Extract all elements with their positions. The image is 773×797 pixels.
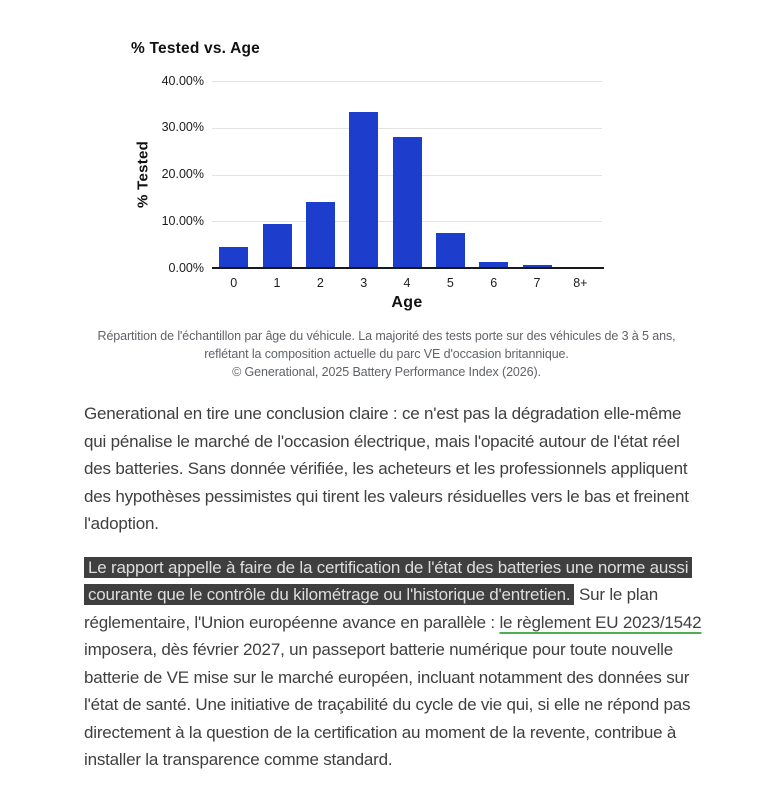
paragraph-text: Sur le plan réglementaire, l'Union européenne avance en parallèle : [84,585,659,632]
gridline [212,81,602,82]
y-tick-label: 30.00% [161,120,204,135]
bar-age-2 [306,202,335,268]
y-tick-label: 0.00% [168,260,204,275]
x-tick-label: 5 [446,276,454,290]
article-paragraph-1: Generational en tire une conclusion claire : ce n'est pas la dégradation elle-même qui pénalise le marché de l'occasion électrique, mais l'opacité autour de l'état réel des batteries. Sans donnée vérifiée, les acheteurs et les professionnels appliquent des hypothèses pessimistes qui tirent les valeurs résiduelles vers le bas et freinent l'adoption. [84,404,689,533]
caption-credit: © Generational, 2025 Battery Performance Index (2026). [232,365,541,379]
x-tick-label: 6 [490,276,498,290]
bar-age-5 [436,233,465,268]
bar-age-4 [393,137,422,268]
x-tick-label: 7 [533,276,541,290]
caption-line: reflétant la composition actuelle du parc VE d'occasion britannique. [204,347,569,361]
x-tick-label: 2 [316,276,324,290]
bar-age-3 [349,112,378,268]
bar-age-0 [219,247,248,268]
bar-age-1 [263,224,292,268]
x-axis-line [212,267,604,269]
figure-caption [0,327,773,381]
x-tick-label: 3 [360,276,368,290]
x-tick-label: 1 [273,276,281,290]
caption-line: Répartition de l'échantillon par âge du véhicule. La majorité des tests porte sur des véhicules de 3 à 5 ans, [97,329,676,343]
highlighted-sentence: Le rapport appelle à faire de la certification de l'état des batteries une norme aussi courante que le contrôle du kilométrage ou l'historique d'entretien. [84,557,692,606]
chart-plot [212,81,602,268]
x-tick-label: 8+ [573,276,588,290]
article-body [84,400,704,774]
y-tick-label: 20.00% [161,167,204,181]
y-axis-title: % Tested [134,140,152,209]
bar-chart-figure [0,0,773,318]
x-tick-label: 4 [403,276,411,290]
eu-regulation-link[interactable]: le règlement EU 2023/1542 [499,612,702,632]
article-paragraph-2 [84,554,704,774]
y-tick-label: 10.00% [161,213,204,228]
x-tick-label: 0 [230,276,238,290]
gridline [212,128,602,129]
chart-title: % Tested vs. Age [131,40,260,57]
paragraph-text: imposera, dès février 2027, un passeport batterie numérique pour toute nouvelle batterie de VE mise sur le marché européen, incluant notamment des données sur l'état de santé. Une initiative de traçabilité du cycle de vie qui, si elle ne répond pas directement à la question de la certification au moment de la revente, contribue à installer la transparence comme standard. [84,640,691,769]
x-axis-title: Age [391,294,423,311]
y-tick-label: 40.00% [161,73,204,88]
